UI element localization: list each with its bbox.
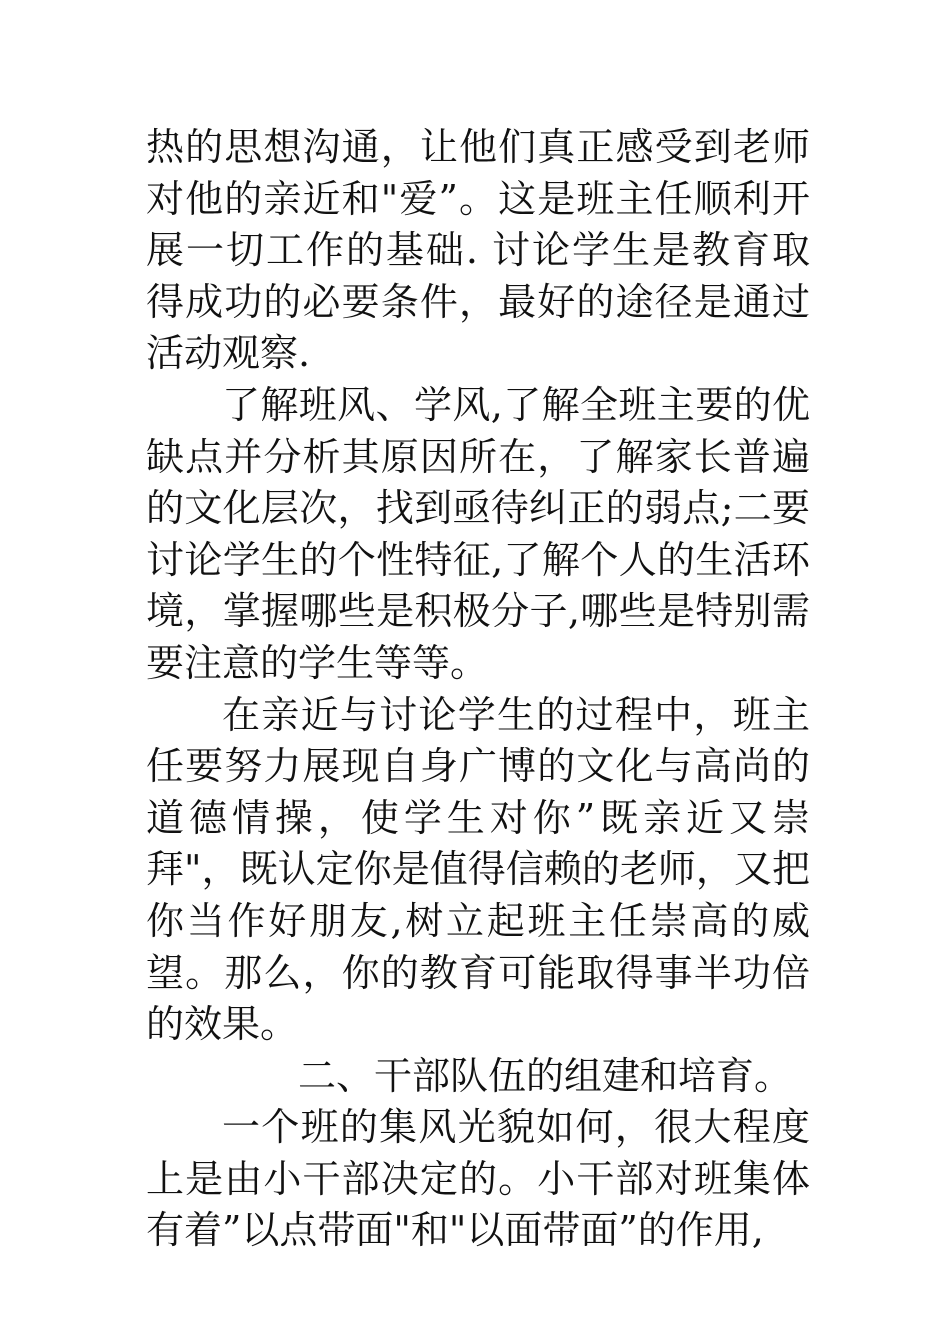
paragraph-class-style: 了解班风、学风,了解全班主要的优缺点并分析其原因所在，了解家长普遍的文化层次，找到亟待纠正的弱点;二要讨论学生的个性特征,了解个人的生活环境，掌握哪些是积极分子,哪些是特别需要注意的学生等等。	[146, 382, 810, 685]
body-text	[146, 122, 810, 1257]
section-heading: 二、干部队伍的组建和培育。	[298, 1053, 793, 1098]
paragraph-continuation: 热的思想沟通，让他们真正感受到老师对他的亲近和"爱”。这是班主任顺利开展一切工作的基础. 讨论学生是教育取得成功的必要条件，最好的途径是通过活动观察.	[146, 125, 810, 376]
paragraph-class-cadres: 一个班的集风光貌如何，很大程度上是由小干部决定的。小干部对班集体有着”以点带面"和"以面带面”的作用,	[146, 1105, 810, 1253]
paragraph-teacher-image: 在亲近与讨论学生的过程中，班主任要努力展现自身广博的文化与高尚的道德情操，使学生对你”既亲近又崇拜"，既认定你是值得信赖的老师，又把你当作好朋友,树立起班主任崇高的威望。那么，你的教育可能取得事半功倍的效果。	[146, 692, 810, 1047]
